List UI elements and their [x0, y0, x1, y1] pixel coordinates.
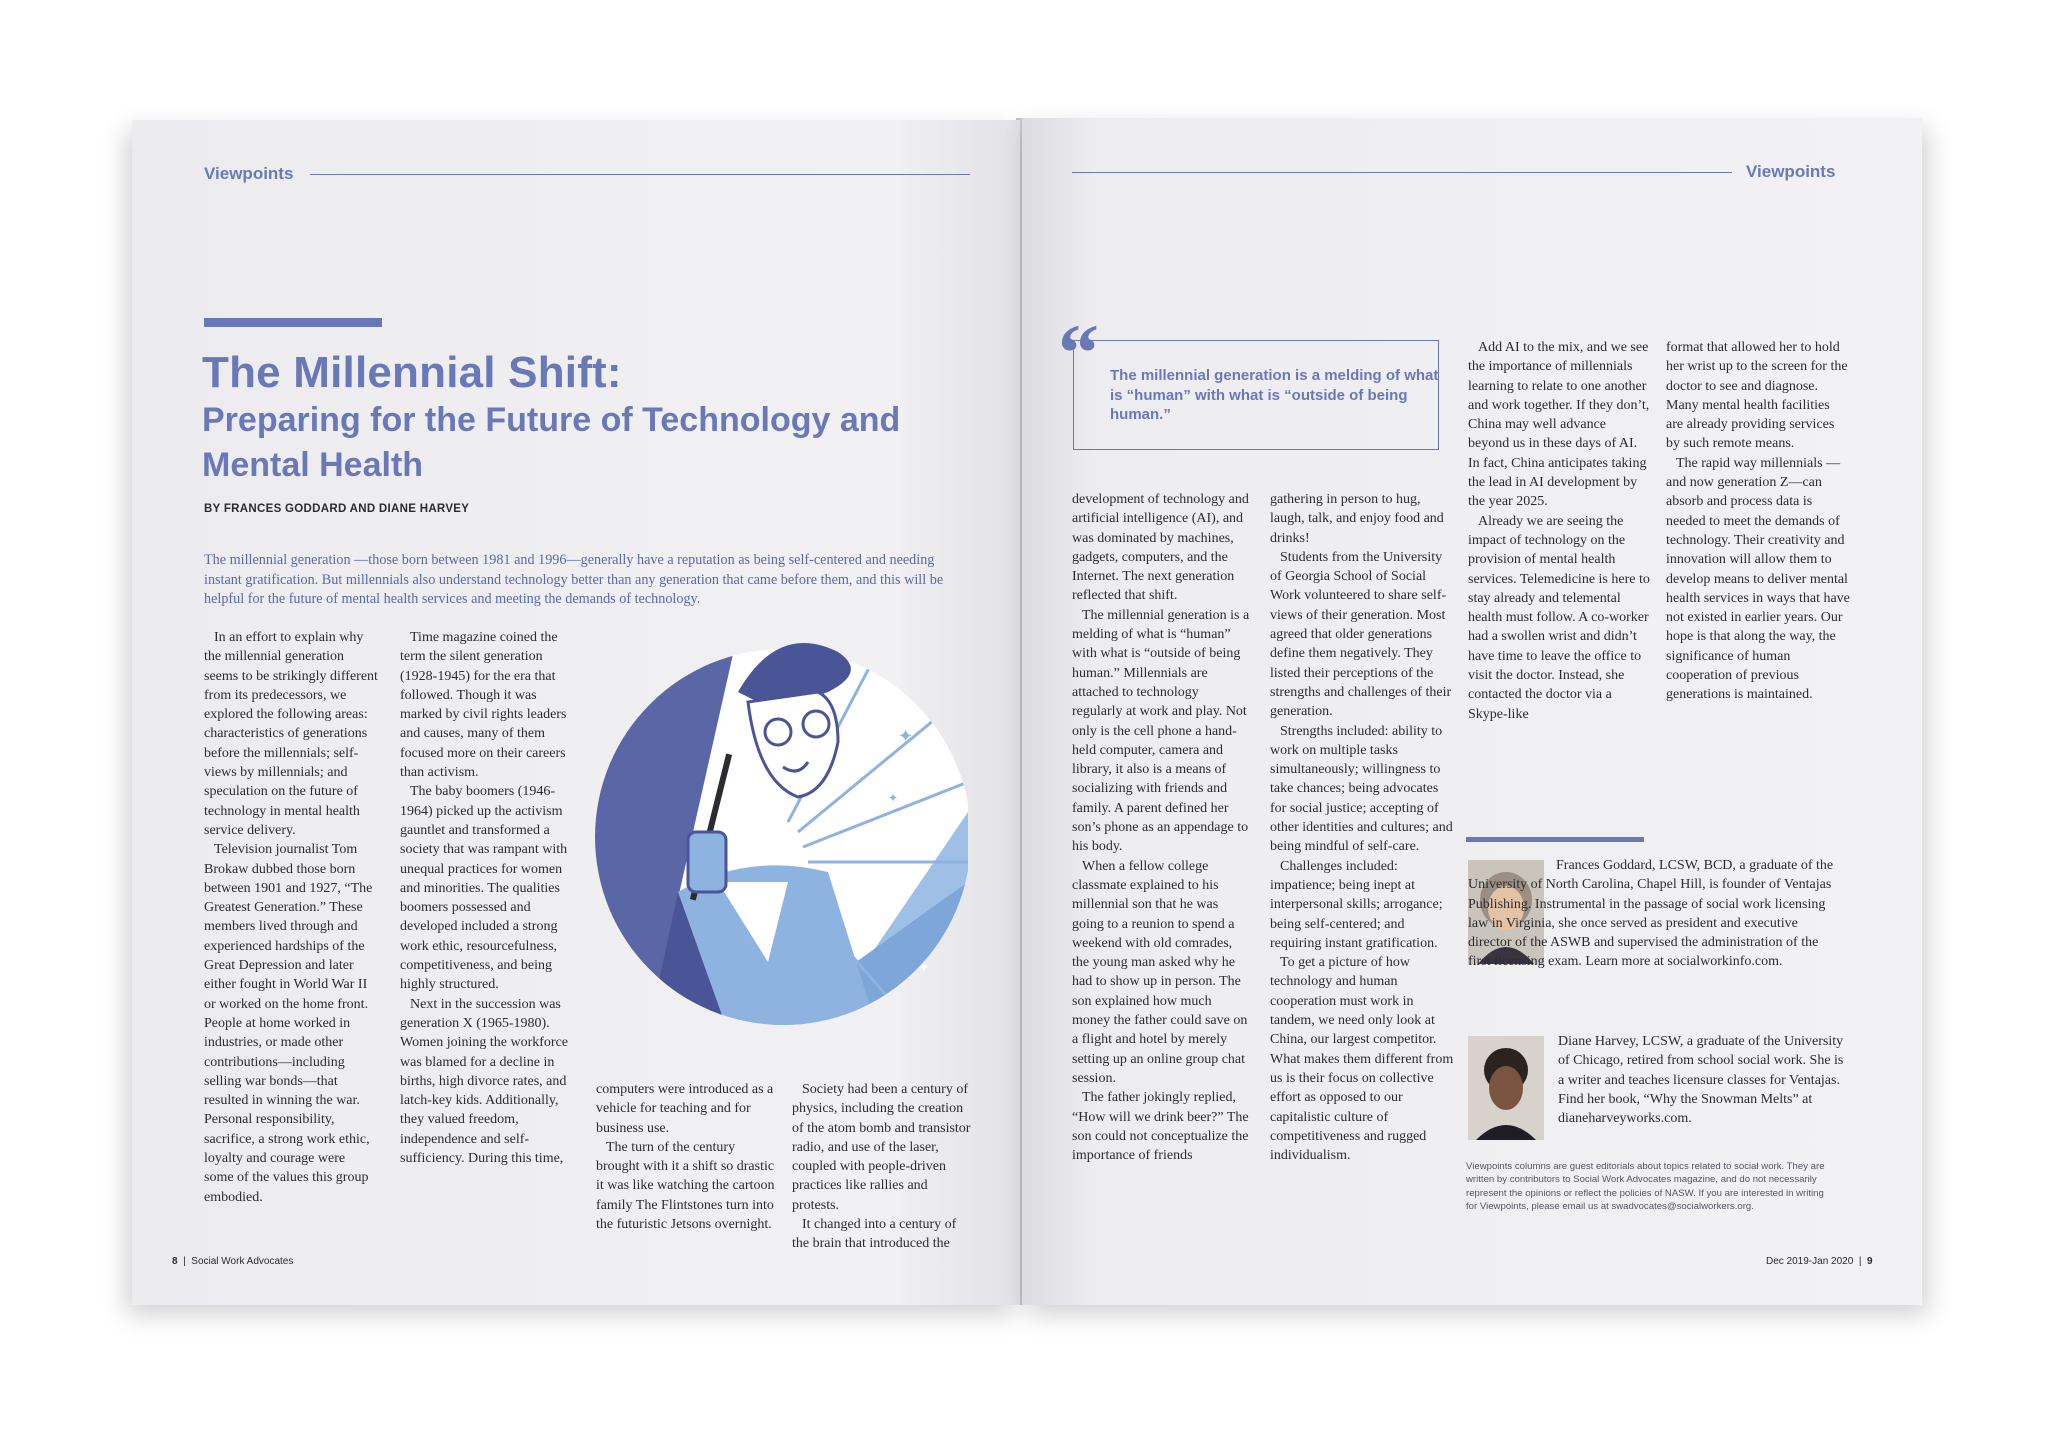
byline: BY FRANCES GODDARD AND DIANE HARVEY: [204, 503, 470, 515]
quote-mark-icon: “: [1058, 307, 1099, 398]
right-column-3: [1468, 338, 1650, 724]
right-column-1: [1072, 490, 1252, 1165]
left-column-2: [400, 628, 580, 1168]
paragraph: format that allowed her to hold her wrist up to the screen for the doctor to see and diagnose. Many mental health facilities are already providing services by such remote means.: [1666, 340, 1848, 452]
paragraph: gathering in person to hug, laugh, talk, and enjoy food and drinks!: [1270, 492, 1444, 546]
paragraph: The rapid way millennials —and now generation Z—can absorb and process data is needed to meet the demands of technology. Their creativity and innovation will allow them to develop means to deliver mental health services in ways that have not existed in earlier years. Our hope is that along the way, the significance of human cooperation of previous generations is maintained.: [1666, 455, 1850, 703]
svg-text:✦: ✦: [918, 961, 930, 976]
viewpoints-disclaimer: Viewpoints columns are guest editorials about topics related to social work. They are written by contributors to Social Work Advocates magazine, and do not necessarily represent the opinions or reflect the policies of NASW. If you are interested in writing for Viewpoints, please email us at swadvocates@socialworkers.org.: [1466, 1161, 1825, 1213]
paragraph: Strengths included: ability to work on multiple tasks simultaneously; willingness to take chances; being advocates for social justice; accepting of other identities and cultures; and being mindful of self-care.: [1270, 723, 1453, 855]
left-column-1: [204, 628, 378, 1207]
section-label-left: Viewpoints: [204, 164, 294, 183]
article-title: The Millennial Shift:: [202, 348, 622, 397]
paragraph: Already we are seeing the impact of technology on the provision of mental health services. Telemedicine is here to stay already and telemental health must follow. A co-worker had a swollen wrist and didn’t have time to leave the office to visit the doctor. Instead, she contacted the doctor via a Skype-like: [1468, 513, 1650, 722]
title-accent-bar: [204, 318, 382, 327]
paragraph: The baby boomers (1946-1964) picked up the activism gauntlet and transformed a society that was rampant with unequal practices for women and minorities. The qualities boomers possessed and developed included a strong work ethic, resourcefulness, competitiveness, and being highly structured.: [400, 784, 568, 993]
author-photo-diane: [1468, 1036, 1544, 1140]
bio-diane: Diane Harvey, LCSW, a graduate of the University of Chicago, retired from school social work. She is a writer and teaches licensure classes for Ventajas. Find her book, “Why the Snowman Melts” at dianeharveyworks.com.: [1558, 1034, 1844, 1127]
paragraph: It changed into a century of the brain that introduced the: [792, 1217, 957, 1252]
bio-accent-bar: [1466, 837, 1644, 842]
paragraph: Next in the succession was generation X (1965-1980). Women joining the workforce was blamed for a decline in births, high divorce rates, and latch-key kids. Additionally, they valued freedom, independence and self-sufficiency. During this time,: [400, 996, 568, 1167]
svg-text:✦: ✦: [888, 791, 899, 805]
left-column-4: [792, 1080, 974, 1254]
page-number: 8: [172, 1256, 178, 1267]
paragraph: In an effort to explain why the millennial generation seems to be strikingly different from its predecessors, we explored the following areas: characteristics of generations before the millennials; self-views by millennials; and speculation on the future of technology in mental health service delivery.: [204, 630, 378, 838]
paragraph: Add AI to the mix, and we see the importance of millennials learning to relate to one another and work together. If they don’t, China may well advance beyond us in these days of AI. In fact, China anticipates taking the lead in AI development by the year 2025.: [1468, 340, 1650, 510]
right-column-2: [1270, 490, 1454, 1165]
section-label-right: Viewpoints: [1746, 162, 1836, 181]
paragraph: Time magazine coined the term the silent generation (1928-1945) for the era that followed. Though it was marked by civil rights leaders and causes, many of them focused more on their careers than activism.: [400, 630, 567, 781]
pull-quote: The millennial generation is a melding of what is “human” with what is “outside of being human.”: [1110, 367, 1439, 423]
header-rule-right: [1072, 172, 1732, 173]
paragraph: Television journalist Tom Brokaw dubbed those born between 1901 and 1927, “The Greatest Generation.” These members lived through and experienced hardships of the Great Depression and later either fought in World War II or worked on the home front. People at home worked in industries, or made other contributions—including selling war bonds—that resulted in winning the war. Personal responsibility, sacrifice, a strong work ethic, loyalty and courage were some of the values this group embodied.: [204, 842, 373, 1205]
paragraph: The turn of the century brought with it a shift so drastic it was like watching the cartoon family The Flintstones turn into the futuristic Jetsons overnight.: [596, 1139, 775, 1233]
millennial-illustration: [588, 632, 968, 1032]
intro-paragraph: The millennial generation —those born between 1981 and 1996—generally have a reputation as being self-centered and needing instant gratification. But millennials also understand technology better than any generation that came before them, and this will be helpful for the future of mental health services and meeting the demands of technology.: [204, 552, 944, 607]
paragraph: To get a picture of how technology and human cooperation must work in tandem, we need only look at China, our largest competitor. What makes them different from us is their focus on collective effort as opposed to our capitalistic culture of competitiveness and rugged individualism.: [1270, 955, 1454, 1164]
svg-text:✦: ✦: [898, 726, 914, 746]
paragraph: Society had been a century of physics, including the creation of the atom bomb and transistor radio, and use of the laser, coupled with people-driven practices like rallies and protests.: [792, 1082, 971, 1213]
paragraph: The father jokingly replied, “How will we drink beer?” The son could not conceptualize the importance of friends: [1072, 1090, 1249, 1164]
paragraph: Challenges included: impatience; being inept at interpersonal skills; arrogance; being self-centered; and requiring instant gratification.: [1270, 858, 1443, 951]
folio-left: 8 | Social Work Advocates: [172, 1256, 294, 1267]
right-column-4: [1666, 338, 1850, 705]
paragraph: Students from the University of Georgia School of Social Work volunteered to share self-views of their generation. Most agreed that older generations define them negatively. They listed their perceptions of the strengths and challenges of their generation.: [1270, 549, 1452, 720]
page-number: 9: [1867, 1256, 1873, 1267]
header-rule-left: [310, 174, 970, 175]
publication-title: Social Work Advocates: [191, 1256, 294, 1267]
paragraph: computers were introduced as a vehicle for teaching and for business use.: [596, 1082, 774, 1136]
issue-date: Dec 2019-Jan 2020: [1766, 1256, 1854, 1267]
folio-right: Dec 2019-Jan 2020 | 9: [1766, 1256, 1873, 1267]
paragraph: development of technology and artificial intelligence (AI), and was dominated by machines, gadgets, computers, and the Internet. The next generation reflected that shift.: [1072, 492, 1249, 604]
left-column-3: [596, 1080, 780, 1234]
bio-frances: Frances Goddard, LCSW, BCD, a graduate of the University of North Carolina, Chapel Hill, is founder of Ventajas Publishing. Instrumental in the passage of social work licensing law in Virginia, she once served as president and executive director of the ASWB and supervised the administration of the first licensing exam. Learn more at socialworkinfo.com.: [1468, 858, 1834, 970]
paragraph: When a fellow college classmate explained to his millennial son that he was going to a reunion to spend a weekend with old comrades, the young man asked why he had to show up in person. The son explained how much money the father could save on a flight and hotel by merely setting up an online group chat session.: [1072, 858, 1248, 1086]
paragraph: The millennial generation is a melding of what is “human” with what is “outside of being human.” Millennials are attached to technology regularly at work and play. Not only is the cell phone a hand-held computer, camera and library, it also is a means of socializing with friends and family. A parent defined her son’s phone as an appendage to his body.: [1072, 607, 1250, 855]
article-subtitle: Preparing for the Future of Technology and Mental Health: [202, 401, 901, 484]
